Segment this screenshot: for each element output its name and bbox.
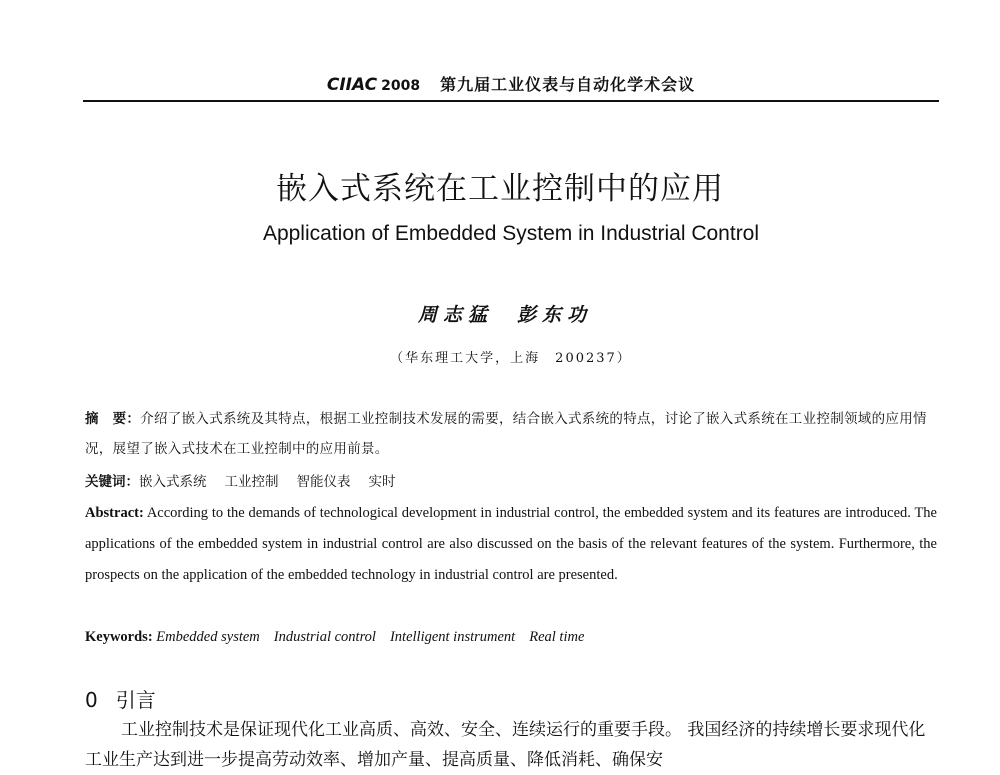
abstract-label: Abstract: (85, 505, 144, 521)
keyword: Embedded system (156, 629, 260, 645)
keyword: Real time (529, 629, 585, 645)
keyword: 嵌入式系统 (139, 474, 207, 490)
conference-name: 第九届工业仪表与自动化学术会议 (440, 75, 696, 94)
author-list (0, 300, 1000, 327)
abstract-chinese (85, 404, 937, 464)
keyword: 智能仪表 (296, 474, 351, 490)
keyword: Industrial control (273, 629, 376, 645)
keywords-chinese (85, 467, 937, 497)
abstract-text: 介绍了嵌入式系统及其特点，根据工业控制技术发展的需要，结合嵌入式系统的特点，讨论了嵌入式系统在工业控制领域的应用情况，展望了嵌入式技术在工业控制中的应用前景。 (85, 411, 927, 457)
author-affiliation: （华东理工大学，上海 200237） (390, 351, 632, 366)
keywords-label: Keywords: (85, 629, 153, 645)
running-header (83, 72, 939, 102)
author-name: 周志猛 (417, 304, 493, 326)
abstract-label: 摘 要： (85, 411, 141, 427)
section-heading (85, 684, 156, 713)
keywords-english (85, 622, 937, 652)
section-title: 引言 (115, 688, 156, 712)
abstract-text: According to the demands of technological development in industrial control, the embedded system and its features are introduced. The applications of the embedded system in industrial control are also discussed on the basis of the relevant features of the system. Furthermore, the prospects on the application of the embedded technology in industrial control are presented. (85, 505, 937, 583)
paper-title-chinese: 嵌入式系统在工业控制中的应用 (276, 171, 724, 207)
conference-logo: CIIAC (326, 75, 378, 95)
section-body: 工业控制技术是保证现代化工业高质、高效、安全、连续运行的重要手段。 我国经济的持续增长要求现代化工业生产达到进一步提高劳动效率、增加产量、提高质量、降低消耗、确保安 (85, 720, 926, 770)
abstract-english (85, 498, 937, 591)
keyword: 实时 (368, 474, 396, 490)
keywords-label: 关键词： (85, 474, 139, 490)
keyword: Intelligent instrument (389, 629, 516, 645)
conference-year: 2008 (381, 78, 421, 94)
section-number: 0 (85, 688, 98, 712)
paper-title-english: Application of Embedded System in Industrial Control (262, 222, 760, 245)
keyword: 工业控制 (224, 474, 279, 490)
author-name: 彭东功 (517, 304, 593, 326)
